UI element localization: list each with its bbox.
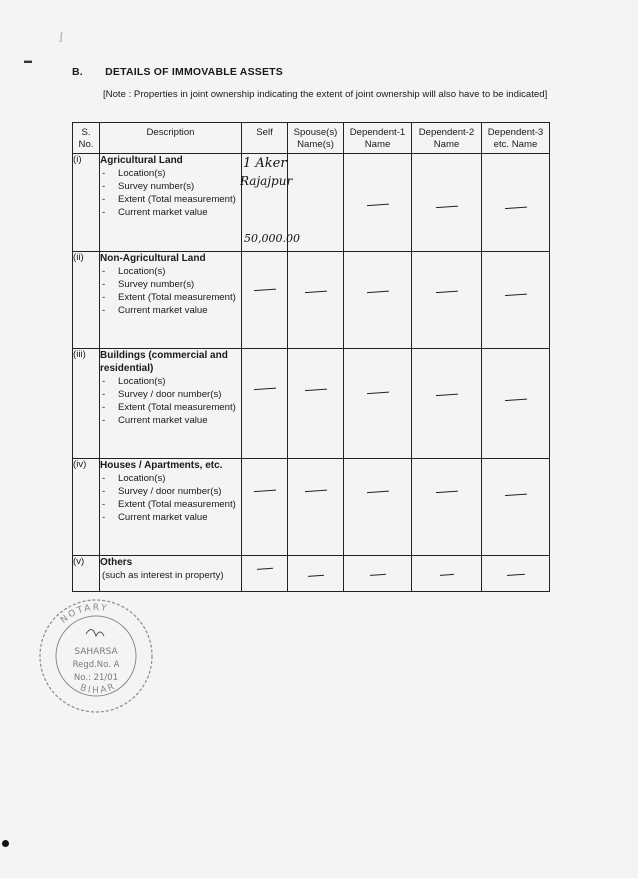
category-title: Houses / Apartments, etc.: [100, 460, 223, 471]
category-title: Buildings (commercial and residential): [100, 350, 228, 374]
row-description: [100, 459, 242, 556]
dependent-1-cell: [344, 349, 412, 459]
nil-dash: [506, 574, 524, 577]
header-sno: S. No.: [73, 123, 100, 154]
header-dependent-3: Dependent-3 etc. Name: [482, 123, 550, 154]
table-row: [73, 556, 550, 592]
dependent-1-cell: [344, 154, 412, 252]
nil-dash: [366, 291, 388, 294]
spouse-cell: [288, 459, 344, 556]
sub-item: - Survey number(s): [100, 180, 241, 193]
row-description: [100, 349, 242, 459]
sub-item: - Survey / door number(s): [100, 388, 241, 401]
scan-mark: ʃ: [60, 32, 63, 43]
handwritten-extent: 1 Aker: [243, 156, 287, 171]
sub-item: - Location(s): [100, 167, 241, 180]
stamp-ring-bottom: BIHAR: [78, 681, 118, 696]
immovable-assets-table: [72, 122, 550, 592]
section-heading: [72, 66, 283, 78]
sub-item: - Extent (Total measurement): [100, 291, 241, 304]
nil-dash: [256, 568, 272, 570]
dependent-2-cell: [412, 459, 482, 556]
dependent-1-cell: [344, 252, 412, 349]
dependent-2-cell: [412, 556, 482, 592]
dependent-3-cell: [482, 349, 550, 459]
svg-text:NOTARY: [59, 603, 109, 626]
dependent-2-cell: [412, 349, 482, 459]
category-title: Others: [100, 557, 133, 568]
nil-dash: [504, 207, 526, 210]
spouse-cell: [288, 154, 344, 252]
nil-dash: [366, 490, 388, 493]
dependent-1-cell: [344, 556, 412, 592]
sub-item: - Survey / door number(s): [100, 485, 241, 498]
spouse-cell: [288, 252, 344, 349]
table-row: [73, 252, 550, 349]
header-self: Self: [242, 123, 288, 154]
header-spouse: Spouse(s) Name(s): [288, 123, 344, 154]
sub-item: - Location(s): [100, 472, 241, 485]
dependent-1-cell: [344, 459, 412, 556]
table-row: [73, 459, 550, 556]
dependent-3-cell: [482, 154, 550, 252]
sub-item: - Current market value: [100, 206, 241, 219]
table-row: [73, 349, 550, 459]
header-description: Description: [100, 123, 242, 154]
row-sno: (iii): [73, 349, 100, 459]
table-row: [73, 154, 550, 252]
row-sno: (v): [73, 556, 100, 592]
nil-dash: [253, 388, 275, 391]
self-cell: [242, 459, 288, 556]
section-letter: B.: [72, 66, 83, 78]
nil-dash: [435, 206, 457, 209]
stamp-line-3: No.: 21/01: [73, 673, 119, 683]
section-note: [Note : Properties in joint ownership indicating the extent of joint ownership will also have to be indicated]: [103, 89, 548, 100]
self-cell: [242, 252, 288, 349]
sub-item: - Location(s): [100, 375, 241, 388]
row-sno: (i): [73, 154, 100, 252]
scan-mark: ▬: [24, 56, 32, 65]
row-sno: (iv): [73, 459, 100, 556]
header-dependent-2: Dependent-2 Name: [412, 123, 482, 154]
self-cell: [242, 349, 288, 459]
sub-item: - Extent (Total measurement): [100, 193, 241, 206]
notary-stamp: [36, 596, 156, 716]
dependent-2-cell: [412, 154, 482, 252]
dependent-3-cell: [482, 556, 550, 592]
svg-text:BIHAR: [79, 682, 118, 696]
sub-item: - Current market value: [100, 414, 241, 427]
dependent-2-cell: [412, 252, 482, 349]
sub-item: - Location(s): [100, 265, 241, 278]
nil-dash: [307, 575, 323, 577]
dependent-3-cell: [482, 252, 550, 349]
nil-dash: [253, 489, 275, 492]
sub-item: - Extent (Total measurement): [100, 401, 241, 414]
stamp-line-2: Regd.No. A: [72, 660, 120, 670]
nil-dash: [369, 574, 385, 576]
nil-dash: [435, 291, 457, 294]
category-title: Agricultural Land: [100, 155, 183, 166]
sub-item: - Extent (Total measurement): [100, 498, 241, 511]
nil-dash: [366, 391, 388, 394]
header-dependent-1: Dependent-1 Name: [344, 123, 412, 154]
nil-dash: [504, 294, 526, 297]
nil-dash: [304, 489, 326, 492]
nil-dash: [304, 389, 326, 392]
sub-item: - Current market value: [100, 304, 241, 317]
stamp-signature: [86, 629, 104, 636]
spouse-cell: [288, 556, 344, 592]
category-title: Non-Agricultural Land: [100, 253, 206, 264]
stamp-line-1: SAHARSA: [74, 647, 118, 657]
nil-dash: [366, 204, 388, 207]
row-sno: (ii): [73, 252, 100, 349]
sub-item: - Current market value: [100, 511, 241, 524]
handwritten-value: 50,000.00: [244, 232, 300, 245]
nil-dash: [439, 574, 453, 576]
table-header-row: [73, 123, 550, 154]
dependent-3-cell: [482, 459, 550, 556]
nil-dash: [435, 490, 457, 493]
scan-dot: [2, 840, 9, 847]
nil-dash: [304, 291, 326, 294]
sub-item: (such as interest in property): [102, 570, 224, 581]
nil-dash: [435, 393, 457, 396]
nil-dash: [504, 493, 526, 496]
sub-item: - Survey number(s): [100, 278, 241, 291]
row-description: [100, 556, 242, 592]
nil-dash: [253, 289, 275, 292]
self-cell: [242, 556, 288, 592]
stamp-ring-top: NOTARY: [58, 602, 110, 626]
nil-dash: [504, 399, 526, 402]
row-description: [100, 154, 242, 252]
section-title: DETAILS OF IMMOVABLE ASSETS: [105, 66, 284, 78]
handwritten-location: Rajajpur: [240, 174, 293, 188]
self-cell: [240, 154, 300, 252]
spouse-cell: [288, 349, 344, 459]
row-description: [100, 252, 242, 349]
